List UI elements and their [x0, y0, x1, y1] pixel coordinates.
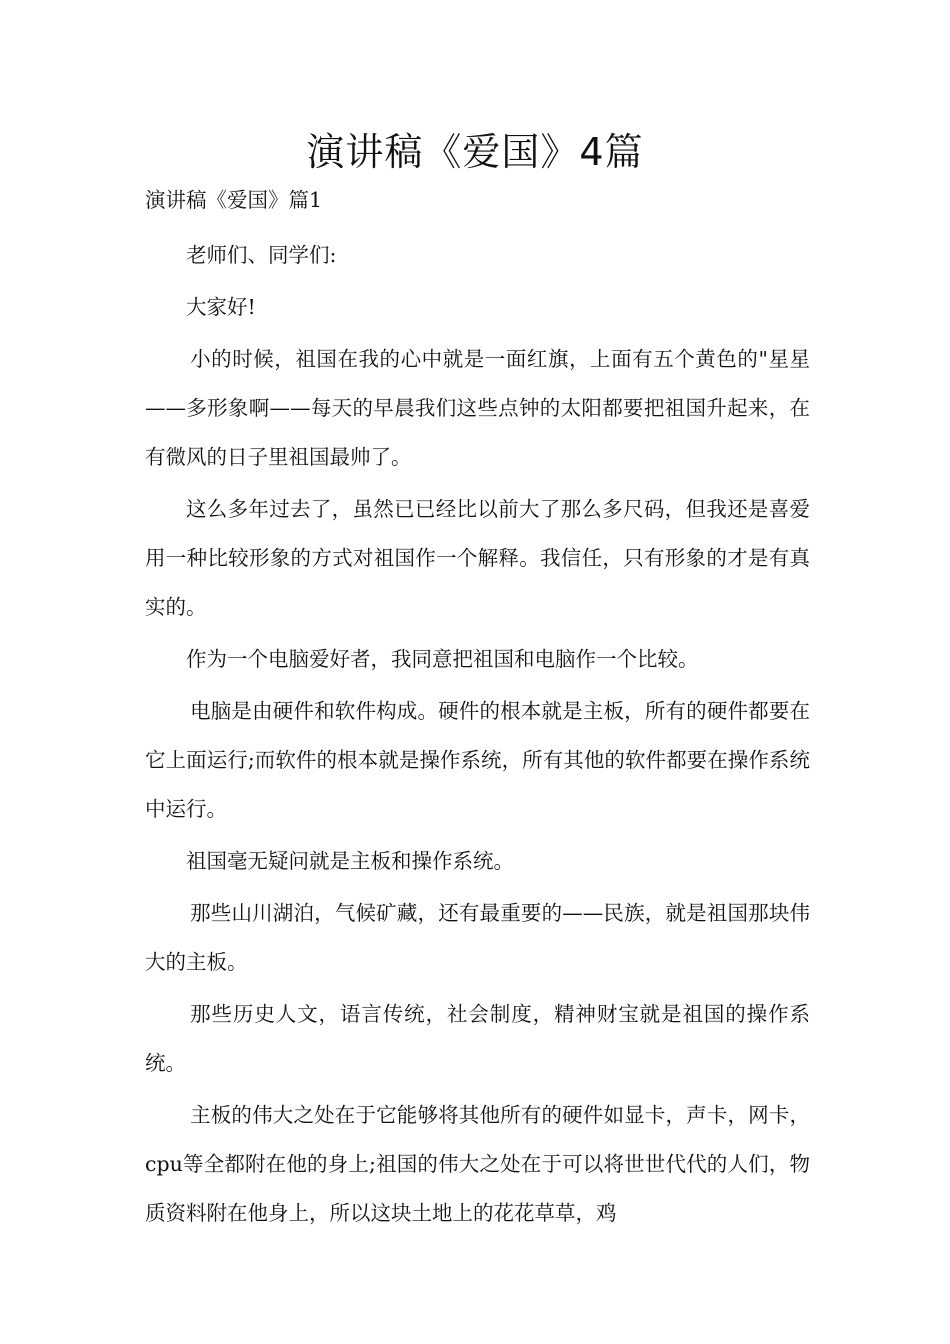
document-title: 演讲稿《爱国》4篇	[306, 130, 644, 174]
paragraph-mountains-rivers: 那些山川湖泊，气候矿藏，还有最重要的——民族，就是祖国那块伟大的主板。	[145, 901, 810, 974]
paragraph-motherland-os: 祖国毫无疑问就是主板和操作系统。	[186, 849, 514, 873]
paragraph-years-passed: 这么多年过去了，虽然已已经比以前大了那么多尺码，但我还是喜爱用一种比较形象的方式对祖国作一个解释。我信任，只有形象的才是有真实的。	[145, 497, 810, 619]
paragraph-history-culture: 那些历史人文，语言传统，社会制度，精神财宝就是祖国的操作系统。	[145, 1002, 810, 1075]
paragraph-motherboard-greatness: 主板的伟大之处在于它能够将其他所有的硬件如显卡，声卡，网卡，cpu等全都附在他的身上;祖国的伟大之处在于可以将世世代代的人们，物质资料附在他身上，所以这块土地上的花花草草，鸡	[145, 1103, 810, 1225]
paragraph-greeting: 大家好!	[186, 295, 256, 319]
section-heading: 演讲稿《爱国》篇1	[145, 188, 323, 212]
paragraph-computer-structure: 电脑是由硬件和软件构成。硬件的根本就是主板，所有的硬件都要在它上面运行;而软件的根本就是操作系统，所有其他的软件都要在操作系统中运行。	[145, 699, 810, 821]
paragraph-computer-lover: 作为一个电脑爱好者，我同意把祖国和电脑作一个比较。	[186, 647, 699, 671]
paragraph-childhood: 小的时候，祖国在我的心中就是一面红旗，上面有五个黄色的"星星——多形象啊——每天的早晨我们这些点钟的太阳都要把祖国升起来，在有微风的日子里祖国最帅了。	[145, 347, 810, 469]
paragraph-greeting-audience: 老师们、同学们:	[186, 243, 337, 267]
document-body	[145, 182, 810, 1238]
